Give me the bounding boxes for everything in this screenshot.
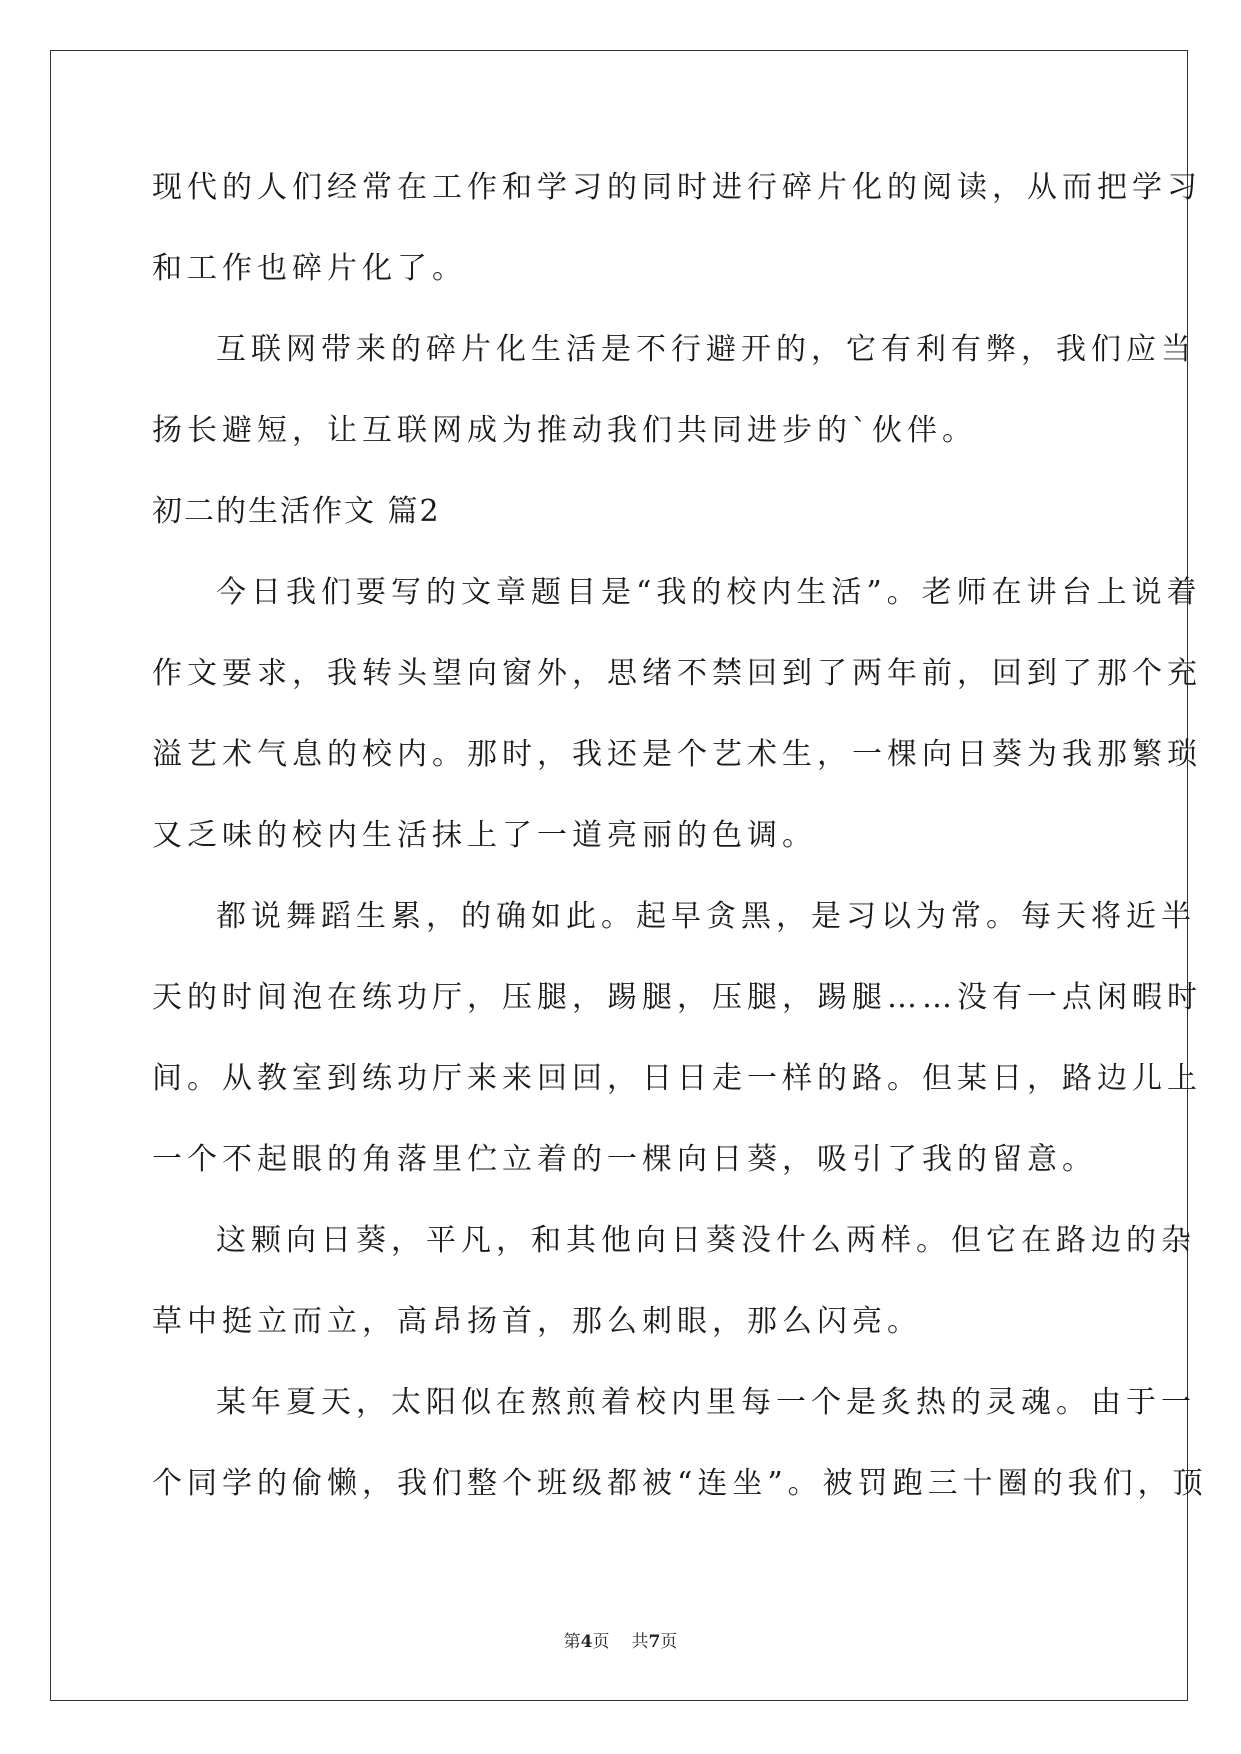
paragraph-line: 天的时间泡在练功厅，压腿，踢腿，压腿，踢腿……没有一点闲暇时 [152,980,1202,1015]
total-page-number: 7 [648,1632,661,1652]
section-heading: 初二的生活作文 篇2 [152,494,441,529]
paragraph-line: 一个不起眼的角落里伫立着的一棵向日葵，吸引了我的留意。 [152,1142,1097,1177]
paragraph-line: 这颗向日葵，平凡，和其他向日葵没什么两样。但它在路边的杂 [216,1223,1196,1258]
document-body [152,147,1208,1524]
paragraph-line: 溢艺术气息的校内。那时，我还是个艺术生，一棵向日葵为我那繁琐 [152,737,1202,772]
current-page-number: 4 [580,1632,593,1652]
paragraph-line: 又乏味的校内生活抹上了一道亮丽的色调。 [152,818,817,853]
footer-prefix: 第 [563,1632,581,1652]
paragraph-line: 扬长避短，让互联网成为推动我们共同进步的`伙伴。 [152,413,977,448]
footer-mid: 页 [592,1632,610,1652]
paragraph-line: 今日我们要写的文章题目是“我的校内生活”。老师在讲台上说着 [216,575,1202,610]
paragraph-line: 草中挺立而立，高昂扬首，那么刺眼，那么闪亮。 [152,1304,922,1339]
paragraph-line: 某年夏天，太阳似在熬煎着校内里每一个是炙热的灵魂。由于一 [216,1385,1196,1420]
paragraph-line: 间。从教室到练功厅来来回回，日日走一样的路。但某日，路边儿上 [152,1061,1202,1096]
paragraph-line: 现代的人们经常在工作和学习的同时进行碎片化的阅读，从而把学习 [152,170,1202,205]
footer-total-prefix: 共 [631,1632,649,1652]
paragraph-line: 个同学的偷懒，我们整个班级都被“连坐”。被罚跑三十圈的我们，顶 [152,1466,1208,1501]
page-footer [0,1627,1241,1652]
paragraph-line: 互联网带来的碎片化生活是不行避开的，它有利有弊，我们应当 [216,332,1196,367]
paragraph-line: 和工作也碎片化了。 [152,251,467,286]
paragraph-line: 都说舞蹈生累，的确如此。起早贪黑，是习以为常。每天将近半 [216,899,1196,934]
footer-suffix: 页 [660,1632,678,1652]
paragraph-line: 作文要求，我转头望向窗外，思绪不禁回到了两年前，回到了那个充 [152,656,1202,691]
